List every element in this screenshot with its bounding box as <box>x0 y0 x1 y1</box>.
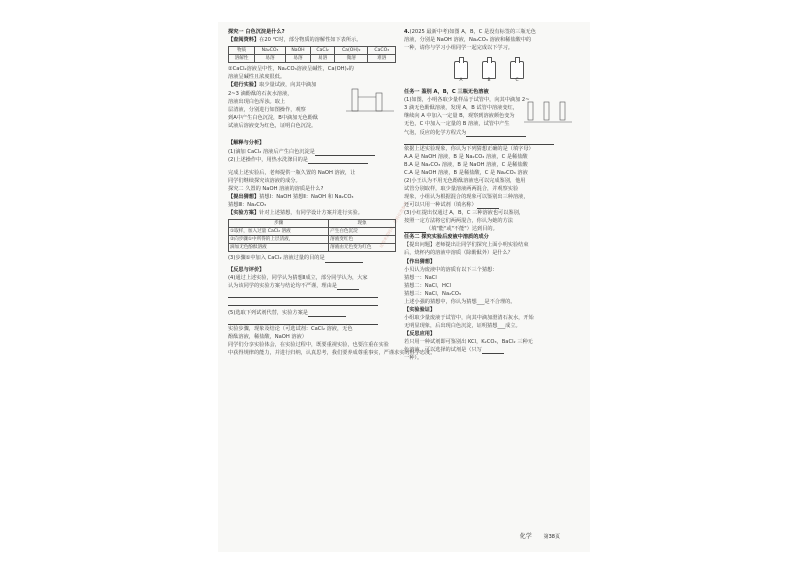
table-cell: 产生白色沉淀 <box>329 228 396 236</box>
task1-line: 继续向 A 中加入一定量 B，观察到溶液颜色变为 <box>404 113 515 120</box>
table-cell: 微溶 <box>335 55 368 63</box>
intro: 探究一 白色沉淀是什么? <box>228 29 285 35</box>
text-line: 取少量试液，向其中滴加 <box>259 82 317 89</box>
question-5-line: 酚酞溶液，稀盐酸，NaOH 溶液） <box>228 334 307 341</box>
question-3: (3)步骤①中加入 CaCl₂ 溶液过量的目的是 <box>228 255 325 262</box>
experiment-table <box>228 219 396 252</box>
task1-more-line: （填"能"或"不能"）达到目的。 <box>426 226 498 233</box>
task1-more-line: C.A 是 NaOH 溶液，B 是稀盐酸，C 是 Na₂CO₃ 溶液 <box>404 169 528 176</box>
answer-blank[interactable] <box>466 132 526 137</box>
table-cell: 易溶 <box>255 55 286 63</box>
table-cell: 溶液由无色变为红色 <box>329 244 396 252</box>
question-5-line: 实验步骤，现象及结论（可选试剂：CaCl₂ 溶液，无色 <box>228 325 353 332</box>
solubility-table <box>228 46 396 63</box>
table-cell: NaOH <box>285 47 310 55</box>
task1-more-line: 现象，小组认为根据混合的现象可以鉴别出三种溶液， <box>404 194 529 200</box>
task1-more-line: 依据上述实验现象，你认为下列猜想正确的是（填字母） <box>404 145 534 152</box>
design-title: 【实验方案】 <box>228 209 260 216</box>
text-line: 探究二 久置的 NaOH 溶液的溶质是什么? <box>228 185 324 192</box>
text-line: 层清液，分别进行如图操作，观察 <box>228 106 306 113</box>
task2-line: 【作出猜想】 <box>404 258 436 265</box>
question-4-line: (4)通过上述实验，同学认为猜想Ⅱ成立，部分同学认为，大家 <box>228 274 368 281</box>
apparatus-diagram <box>346 83 396 115</box>
task1-title: 任务一 鉴别 A，B，C 三瓶无色溶液 <box>404 89 489 96</box>
table-cell: 难溶 <box>368 55 396 63</box>
watermark: 试卷来源网站，资料仅供参考 <box>378 201 409 249</box>
task2-line: 猜想三：NaCl，Na₂CO₃ <box>404 290 461 297</box>
task1-line: 无色，C 中加入一定量的 B 溶液，试管中产生 <box>404 121 510 128</box>
task2-line: 后，烧杯内的溶液中溶质（除酚酞外）是什么？ <box>404 250 513 257</box>
intro-line: (2025 最新中考)如图 A，B，C 是没有标签的三瓶无色 <box>409 29 536 35</box>
task2-line: 色溶液，可以选择的试剂是（只写 <box>404 347 482 354</box>
design-text: 针对上述猜想，有同学设计方案并进行实验。 <box>259 209 363 216</box>
task1-more-line: 还可以只用一种试剂（填名称） <box>404 202 477 209</box>
text-line: 溶液呈碱性且浓度很低。 <box>228 74 286 81</box>
table-header: 现象 <box>329 220 396 228</box>
task2-line: 无明显现象，后出现白色沉淀，证明猜想___成立。 <box>404 323 521 329</box>
table-cell: 溶解性 <box>229 55 255 63</box>
table-cell: Ca(OH)₂ <box>335 47 368 55</box>
table-cell: 易溶 <box>311 55 335 63</box>
text-line: 溶液出现白色浑浊。取上 <box>228 98 286 105</box>
task1-line: (1)如图，小明各取少量样品于试管中，向其中滴加 2~ <box>404 97 530 104</box>
experiment-title: 【进行实验】 <box>228 82 260 89</box>
task2-line: 一种）。 <box>404 355 423 362</box>
bottle-b-icon <box>482 61 496 84</box>
task2-line: 小贝认为废液中的溶质有以下三个猜想： <box>404 266 498 273</box>
test-tubes-diagram <box>524 100 574 126</box>
answer-blank[interactable] <box>482 349 504 354</box>
bottle-a-icon <box>454 61 468 84</box>
answer-blank[interactable] <box>315 151 375 156</box>
answer-blank[interactable] <box>325 258 363 263</box>
table-cell: ②向步骤①中所得的上层清液， <box>229 236 329 244</box>
text-line: 到A中产生白色沉淀，B中滴加无色酚酞 <box>228 114 319 121</box>
closing-line: 中获得规律的能力，并进行归纳，认真思考，我们要养成尊重事实，严谨求实的科学态度。 <box>228 350 436 357</box>
text-line: ②CaCl₂溶液呈中性，Na₂CO₃溶液呈碱性，Ca(OH)₂的 <box>228 66 354 73</box>
table-cell: CaCO₃ <box>368 47 396 55</box>
task1-more-line: 试管分别取样，取少量溶液两两混合，并观察实验 <box>404 185 519 192</box>
table-cell: 溶液变红色 <box>329 236 396 244</box>
consult-text: 在20 ℃时，部分物质的溶解性如下表所示。 <box>259 37 362 44</box>
text-line: 完成上述实验后，老师提供一瓶久置的 NaOH 溶液，让 <box>228 169 356 176</box>
bottle-label: C <box>515 78 519 84</box>
task2-line: 猜想一：NaCl <box>404 274 437 281</box>
task2-line: 【反思应用】 <box>404 331 436 338</box>
hypothesis-text-2: 猜想Ⅲ：Na₂CO₃ <box>228 201 267 208</box>
closing-line: 同学们分享实验体会，在实验过程中，既要重视实验，也要注重在实验 <box>228 342 389 349</box>
task1-more-line: 按照一定方法将它们两两混合，你认为她的方法 <box>404 218 513 225</box>
right-column <box>404 28 574 362</box>
table-cell: 物质 <box>229 47 255 55</box>
task1-line: 3 滴无色酚酞溶液，发现 A，B 试管中溶液变红， <box>404 105 518 112</box>
task2-line: 猜想二：NaCl，HCl <box>404 282 452 289</box>
answer-blank[interactable] <box>228 301 378 306</box>
analysis-title: 【解释与分析】 <box>228 140 265 147</box>
worksheet-page <box>218 22 590 552</box>
table-cell: Na₂CO₃ <box>255 47 286 55</box>
answer-blank[interactable] <box>308 159 368 164</box>
table-cell: CaCl₂ <box>311 47 335 55</box>
footer-subject: 化学 <box>519 533 532 541</box>
task2-line: 小组取少量废液于试管中，向其中滴加澄清石灰水，开始 <box>404 314 534 321</box>
question-2: (2)上述操作中，用热水洗涤目的是 <box>228 156 308 163</box>
task1-more-line: (2)小王认为不用无色酚酞溶液也可以完成鉴别，他用 <box>404 177 526 184</box>
intro-line: 溶液，分别是 NaOH 溶液，Na₂CO₃ 溶液和稀盐酸中的 <box>404 37 532 44</box>
intro-line: 一种，请你与学习小组同学一起完成以下学习。 <box>404 45 513 52</box>
hypothesis-title: 【提出猜想】 <box>228 193 260 200</box>
table-cell: 易溶 <box>285 55 310 63</box>
task2-line: 若只用一种试剂即可鉴别出 KCl，K₂CO₃，BaCl₂ 三种无 <box>404 339 533 346</box>
task1-line: 气泡，反应的化学方程式为 <box>404 129 467 136</box>
task2-line: 【实验验证】 <box>404 306 436 313</box>
bottle-label: A <box>459 78 463 84</box>
question-number: 4. <box>404 29 410 35</box>
task2-line: 上述小强的猜想中，你认为猜想___是不合理的。 <box>404 298 516 305</box>
task2-line: 【提出问题】老师提出让同学们探究上面小明实验结束 <box>404 242 529 249</box>
text-line: 试液后溶液变为红色，证明白色沉淀。 <box>228 122 317 129</box>
bottle-label: B <box>487 78 491 84</box>
hypothesis-text: 猜想Ⅰ：NaOH 猜想Ⅱ：NaOH 和 Na₂CO₃ <box>259 193 354 200</box>
task2-title: 任务二 探究实验后废液中溶质的成分 <box>404 234 489 241</box>
consult-title: 【查阅资料】 <box>228 37 260 44</box>
answer-blank[interactable] <box>404 140 554 145</box>
task1-more-line: (3)小红提出仅通过 A，B，C 三种溶液也可以鉴别， <box>404 210 524 217</box>
text-line: 同学们继续探究该溶液的成分。 <box>228 177 301 184</box>
question-1: (1)滴加 CaCl₂ 溶液后产生白色沉淀是 <box>228 148 315 155</box>
bottle-c-icon <box>510 61 524 84</box>
text-line: 2~3 滴酚酞的石灰水溶液， <box>228 90 293 97</box>
footer-page-number: 第38页 <box>543 534 560 541</box>
answer-blank[interactable] <box>337 285 359 290</box>
task1-more-line: A.A 是 NaOH 溶液，B 是 Na₂CO₃ 溶液，C 是稀盐酸 <box>404 153 528 160</box>
question-4-line: 认为该同学的实验方案与结论均不严谨，理由是 <box>228 282 337 289</box>
table-cell: 滴加无色酚酞溶液 <box>229 244 329 252</box>
question-5-line: (5)选取下列试剂代替，实验方案是 <box>228 309 308 316</box>
table-header: 步骤 <box>229 220 329 228</box>
reflect-title: 【反思与评价】 <box>228 266 265 273</box>
table-cell: ①取样，加入过量 CaCl₂ 溶液 <box>229 228 329 236</box>
bottles-figure <box>404 52 574 82</box>
task1-more-line: B.A 是 Na₂CO₃ 溶液，B 是 NaOH 溶液，C 是稀盐酸 <box>404 161 528 168</box>
page-footer <box>520 532 560 542</box>
